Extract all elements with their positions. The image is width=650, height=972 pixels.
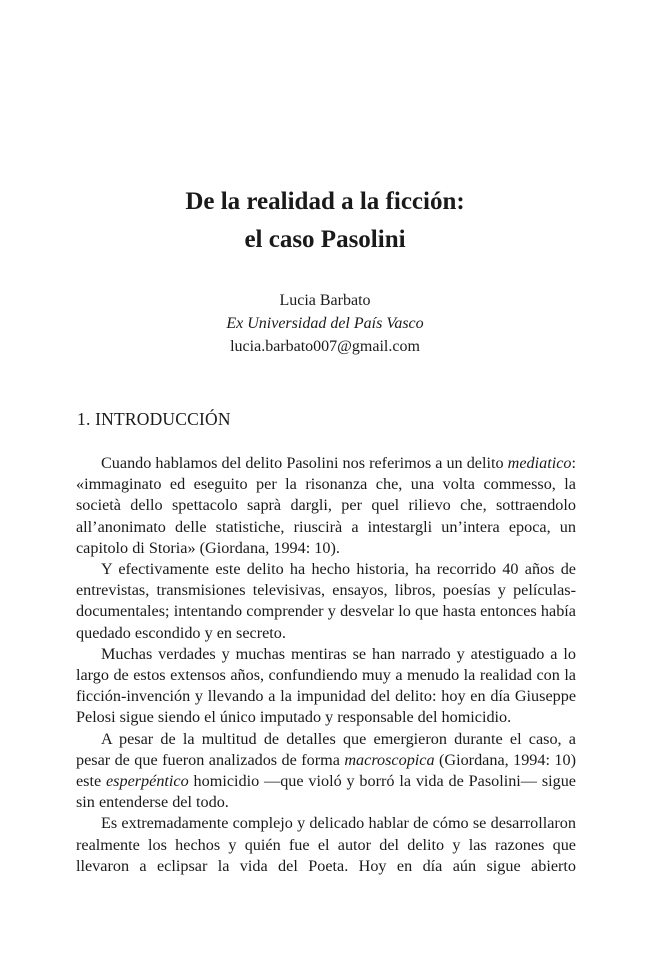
paragraph-4-text-a: A pesar de la multitud de detalles que emergieron durante el caso, a pesar de que fueron analizados de forma — [76, 729, 576, 769]
paragraph-4-text-b: (Giordana, 1994: 10) este — [76, 750, 577, 791]
article-title — [0, 183, 650, 259]
body-text — [76, 453, 576, 877]
paragraph-1-italic: mediatico — [507, 454, 572, 472]
author-block — [0, 289, 650, 358]
paragraph-4-text-c: homicidio —que violó y borró la vida de Pasolini— sigue sin entenderse del todo. — [76, 772, 576, 812]
title-line-2: el caso Pasolini — [244, 226, 406, 253]
paragraph-4 — [76, 729, 576, 814]
paragraph-1-text-a: Cuando hablamos del delito Pasolini nos referimos a un delito — [101, 454, 508, 472]
author-name: Lucia Barbato — [279, 292, 371, 309]
author-email: lucia.barbato007@gmail.com — [230, 338, 420, 355]
paragraph-4-italic-2: esperpéntico — [106, 772, 189, 791]
paragraph-1 — [76, 453, 576, 559]
paragraph-2: Y efectivamente este delito ha hecho historia, ha recorrido 40 años de entrevistas, transmisiones televisivas, ensayos, libros, poesías y películas-documentales; intentando comprender y desvelar lo que hasta entonces había quedado escondido y en secreto. — [76, 560, 576, 642]
section-heading: 1. INTRODUCCIÓN — [77, 409, 231, 429]
title-line-1: De la realidad a la ficción: — [185, 188, 465, 215]
paragraph-1-text-b: : «immaginato ed eseguito per la risonanza che, una volta commesso, la società dello spettacolo saprà dargli, per quel rilievo che, sottraendolo all’anonimato delle statistiche, riuscirà a intestargli un’intera epoca, un capitolo di Storia» (Giordana, 1994: 10). — [76, 454, 576, 557]
paragraph-5: Es extremadamente complejo y delicado hablar de cómo se desarrollaron realmente los hechos y quién fue el autor del delito y las razones que llevaron a eclipsar la vida del Poeta. Hoy en día aún sigue abierto — [76, 814, 576, 875]
paragraph-4-italic-1: macroscopica — [344, 750, 435, 769]
paragraph-3: Muchas verdades y muchas mentiras se han narrado y atestiguado a lo largo de estos extensos años, confundiendo muy a menudo la realidad con la ficción-invención y llevando a la impunidad del delito: hoy en día Giuseppe Pelosi sigue siendo el único imputado y responsable del homicidio. — [76, 644, 576, 727]
author-affiliation: Ex Universidad del País Vasco — [226, 315, 424, 332]
